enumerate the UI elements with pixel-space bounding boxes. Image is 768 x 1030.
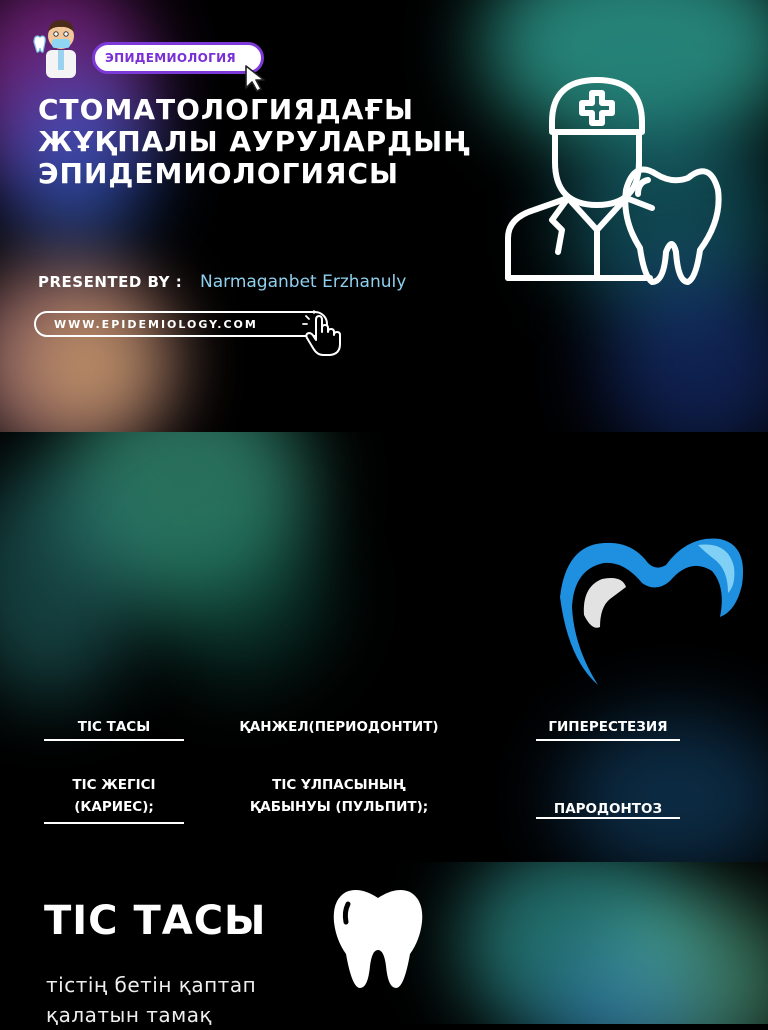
- tooth-icon: [330, 884, 426, 992]
- title-line: ЖҰҚПАЛЫ АУРУЛАРДЫҢ: [38, 125, 471, 158]
- disease-periodontitis: [222, 716, 456, 738]
- disease-label: ҚАНЖЕЛ(ПЕРИОДОНТИТ): [239, 719, 439, 735]
- presented-by-label: PRESENTED BY :: [38, 273, 183, 291]
- title-line: СТОМАТОЛОГИЯДАҒЫ: [38, 93, 415, 126]
- underline-divider: [536, 817, 680, 819]
- tartar-description: тістің бетін қаптап қалатын тамақ: [46, 973, 257, 1027]
- diseases-slide: [0, 432, 768, 862]
- presentation-title: [38, 94, 508, 190]
- hand-pointer-icon: [300, 310, 344, 358]
- disease-pulpitis: [222, 774, 456, 818]
- disease-label: ГИПЕРЕСТЕЗИЯ: [548, 719, 668, 735]
- underline-divider: [44, 739, 184, 741]
- disease-label: ТІС ҰЛПАСЫНЫҢ: [272, 777, 406, 793]
- disease-label: ТІС ТАСЫ: [77, 719, 151, 735]
- title-slide: [0, 0, 768, 432]
- disease-label-sub: ҚАБЫНУЫ (ПУЛЬПИТ);: [249, 799, 429, 815]
- disease-label: ПАРОДОНТОЗ: [553, 801, 663, 817]
- doctor-cartoon-icon: [28, 12, 94, 78]
- underline-divider: [44, 822, 184, 824]
- disease-label: ТІС ЖЕГІСІ: [72, 777, 156, 793]
- title-line: ЭПИДЕМИОЛОГИЯСЫ: [38, 157, 400, 190]
- dentist-tooth-icon: [500, 70, 730, 290]
- disease-hyperesthesia: [536, 716, 680, 738]
- disease-dental-calculus: [44, 716, 184, 738]
- underline-divider: [536, 739, 680, 741]
- website-link[interactable]: [34, 311, 328, 337]
- disease-label-sub: (КАРИЕС);: [74, 799, 154, 815]
- disease-caries: [44, 774, 184, 818]
- tartar-title: ТІС ТАСЫ: [44, 898, 267, 944]
- tooth-outline-icon: [552, 527, 752, 697]
- topic-tag-label: ЭПИДЕМИОЛОГИЯ: [105, 51, 236, 65]
- website-url: WWW.EPIDEMIOLOGY.COM: [54, 317, 258, 331]
- cursor-click-icon: [234, 52, 270, 92]
- presenter-name: Narmaganbet Erzhanuly: [200, 272, 407, 292]
